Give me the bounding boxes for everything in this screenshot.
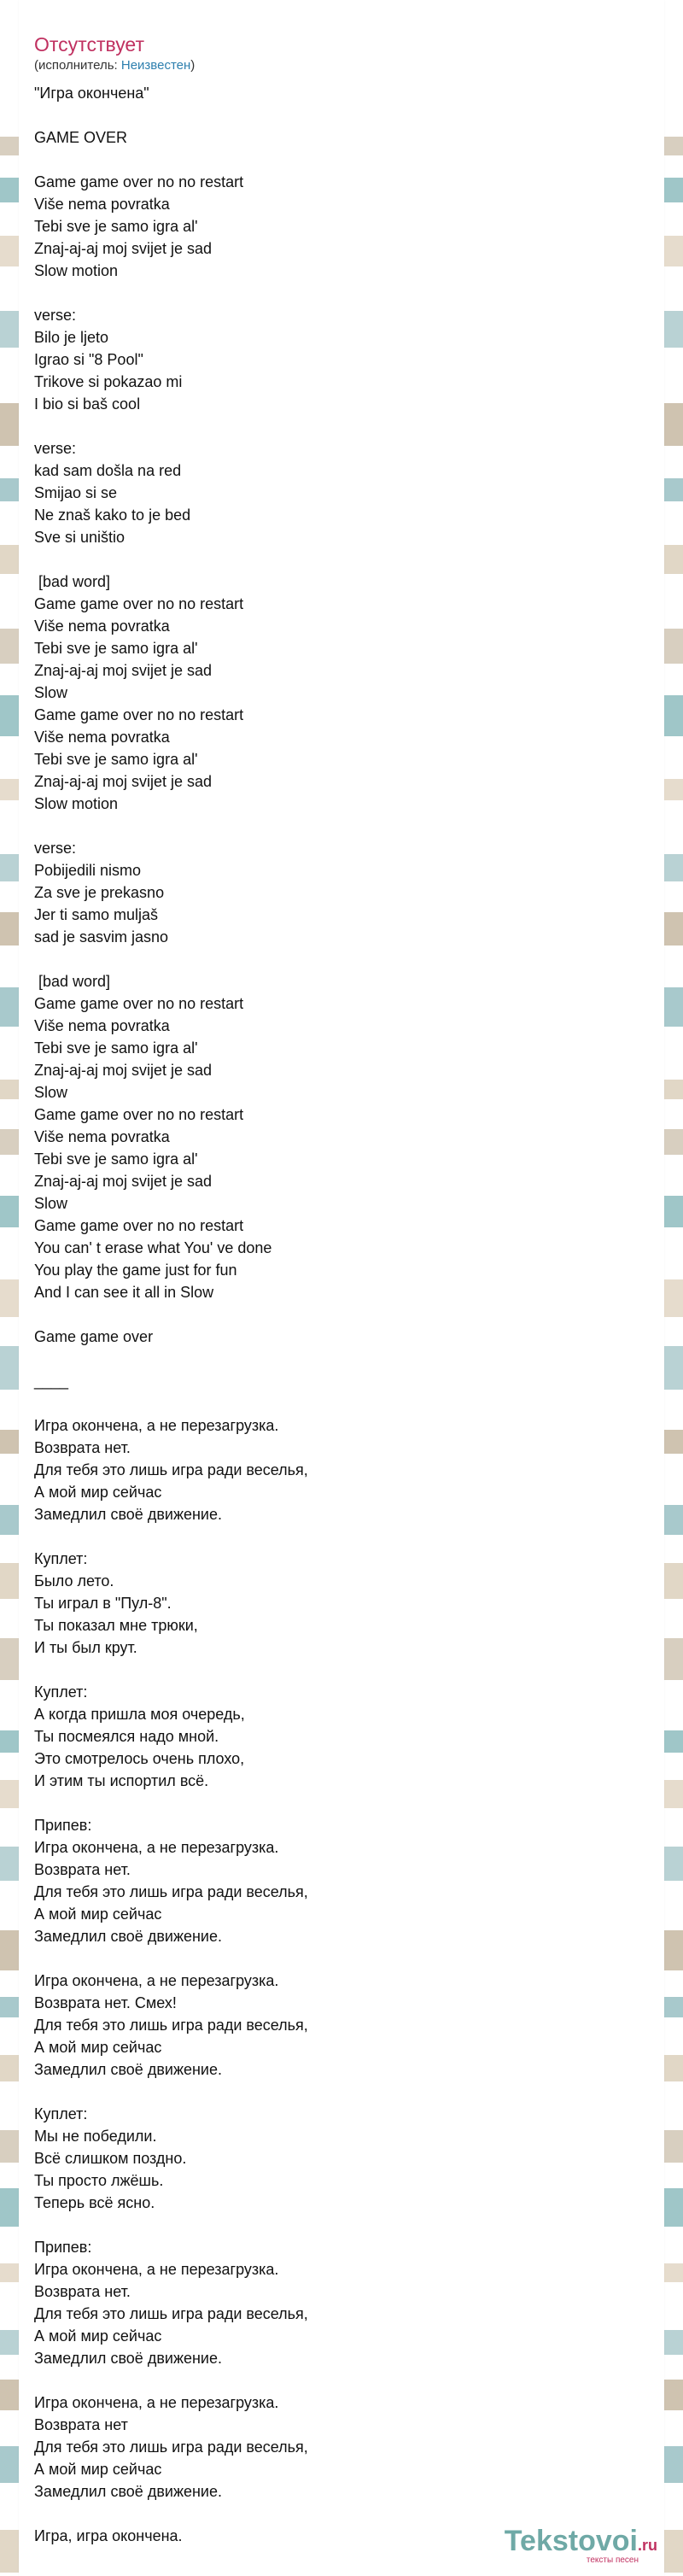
lyric-line: Всё слишком поздно. (34, 2150, 187, 2167)
lyric-line (34, 2214, 632, 2236)
lyric-line (34, 2503, 632, 2525)
lyric-line: Game game over no no restart (34, 706, 244, 723)
lyric-line: verse: (34, 440, 77, 457)
lyric-line: И ты был крут. (34, 1639, 137, 1656)
lyric-line: Znaj-aj-aj moj svijet je sad (34, 662, 213, 679)
lyric-line: Замедлил своё движение. (34, 1928, 222, 1945)
lyric-line: GAME OVER (34, 129, 128, 146)
lyric-line (34, 1659, 632, 1681)
lyric-line (34, 948, 632, 970)
lyric-line: Više nema povratka (34, 618, 170, 635)
lyric-line: Znaj-aj-aj moj svijet je sad (34, 240, 213, 257)
lyric-line: Куплет: (34, 1683, 88, 1701)
lyric-line: А мой мир сейчас (34, 2327, 162, 2345)
lyric-line: Više nema povratka (34, 196, 170, 213)
lyric-line: Игра, игра окончена. (34, 2527, 183, 2544)
lyric-line: Игра окончена, а не перезагрузка. (34, 2394, 279, 2411)
lyric-line: Припев: (34, 1817, 92, 1834)
lyric-line (34, 415, 632, 437)
lyric-line: You play the game just for fun (34, 1262, 237, 1279)
lyric-line: Возврата нет. (34, 1861, 131, 1878)
lyric-line: Više nema povratka (34, 729, 170, 746)
lyric-line (34, 1348, 632, 1370)
lyric-line: Игра окончена, а не перезагрузка. (34, 1972, 279, 1989)
lyric-line: Game game over no no restart (34, 1217, 244, 1234)
lyric-line: Ты показал мне трюки, (34, 1617, 198, 1634)
lyric-line: А мой мир сейчас (34, 1484, 162, 1501)
lyric-line: Это смотрелось очень плохо, (34, 1750, 245, 1767)
lyric-line: Было лето. (34, 1572, 114, 1590)
lyric-line: А когда пришла моя очередь, (34, 1706, 245, 1723)
lyric-line: Više nema povratka (34, 1017, 170, 1034)
lyric-line (34, 2369, 632, 2392)
lyric-line: Замедлил своё движение. (34, 2061, 222, 2078)
lyric-line: Pobijedili nismo (34, 862, 142, 879)
lyric-line: [bad word] (34, 973, 111, 990)
lyric-line: Припев: (34, 2239, 92, 2256)
lyric-line: Znaj-aj-aj moj svijet je sad (34, 1062, 213, 1079)
logo-subtitle: тексты песен (586, 2556, 639, 2565)
lyric-line: sad je sasvim jasno (34, 928, 169, 946)
lyric-line (34, 1947, 632, 1970)
lyric-line: Smijao si se (34, 484, 118, 501)
lyric-line: Возврата нет. (34, 1439, 131, 1456)
lyric-line: Для тебя это лишь игра ради веселья, (34, 2017, 308, 2034)
lyric-line (34, 1392, 632, 1414)
site-logo[interactable] (505, 2526, 657, 2566)
lyric-line: А мой мир сейчас (34, 2039, 162, 2056)
song-title: Отсутствует (34, 33, 144, 56)
lyric-line (34, 1303, 632, 1326)
lyric-line: Возврата нет. (34, 2283, 131, 2300)
lyric-line: Для тебя это лишь игра ради веселья, (34, 2438, 308, 2456)
lyric-line (34, 815, 632, 837)
lyric-line: Tebi sve je samo igra al' (34, 218, 198, 235)
lyric-line: Jer ti samo muljaš (34, 906, 159, 923)
lyric-line: verse: (34, 840, 77, 857)
lyric-line: Игра окончена, а не перезагрузка. (34, 1839, 279, 1856)
lyric-line: Замедлил своё движение. (34, 2483, 222, 2500)
lyric-line: Game game over no no restart (34, 595, 244, 612)
lyric-line (34, 149, 632, 171)
lyric-line: kad sam došla na red (34, 462, 182, 479)
lyric-line: Tebi sve je samo igra al' (34, 1039, 198, 1057)
lyric-line: Ты просто лжёшь. (34, 2172, 164, 2189)
lyric-line (34, 548, 632, 571)
lyric-line: Замедлил своё движение. (34, 2350, 222, 2367)
lyric-line: И этим ты испортил всё. (34, 1772, 209, 1789)
lyric-line: Slow motion (34, 795, 119, 812)
lyric-line: Мы не победили. (34, 2128, 157, 2145)
lyric-line (34, 104, 632, 126)
lyric-line: Znaj-aj-aj moj svijet je sad (34, 1173, 213, 1190)
logo-main: Tekstovoi (504, 2525, 638, 2557)
lyric-line: Ты посмеялся надо мной. (34, 1728, 219, 1745)
lyric-line: Замедлил своё движение. (34, 1506, 222, 1523)
lyric-line: Ne znaš kako to je bed (34, 506, 191, 524)
page-content (34, 32, 632, 2547)
lyric-line: And I can see it all in Slow (34, 1284, 214, 1301)
lyric-line: [bad word] (34, 573, 111, 590)
lyric-line: Tebi sve je samo igra al' (34, 640, 198, 657)
lyric-line: Для тебя это лишь игра ради веселья, (34, 1883, 308, 1900)
lyric-line: Игра окончена, а не перезагрузка. (34, 2261, 279, 2278)
lyric-line (34, 1792, 632, 1814)
lyric-line: Slow (34, 1084, 68, 1101)
lyric-line: Для тебя это лишь игра ради веселья, (34, 2305, 308, 2322)
lyrics-text (34, 82, 632, 2547)
lyric-line: Slow motion (34, 262, 119, 279)
lyric-line: А мой мир сейчас (34, 2461, 162, 2478)
lyric-line (34, 2081, 632, 2103)
lyric-line: I bio si baš cool (34, 395, 141, 413)
lyric-line: ____ (34, 1373, 69, 1390)
lyric-line: А мой мир сейчас (34, 1906, 162, 1923)
lyric-line: Game game over (34, 1328, 154, 1345)
lyric-line: Sve si uništio (34, 529, 126, 546)
lyric-line (34, 282, 632, 304)
lyric-line: Game game over no no restart (34, 173, 244, 190)
logo-tld: .ru (637, 2537, 657, 2554)
lyric-line: "Игра окончена" (34, 85, 149, 102)
lyric-line: Trikove si pokazao mi (34, 373, 183, 390)
lyric-line (34, 1525, 632, 1548)
lyric-line: You can' t erase what You' ve done (34, 1239, 272, 1256)
lyric-line: Slow (34, 1195, 68, 1212)
lyric-line: verse: (34, 307, 77, 324)
lyric-line: Tebi sve je samo igra al' (34, 751, 198, 768)
lyric-line: Теперь всё ясно. (34, 2194, 155, 2211)
artist-link[interactable]: Неизвестен (120, 58, 191, 73)
lyric-line: Возврата нет (34, 2416, 128, 2433)
lyric-line: Game game over no no restart (34, 995, 244, 1012)
artist-line (34, 56, 632, 75)
artist-prefix: (исполнитель: (34, 58, 121, 73)
lyric-line: Znaj-aj-aj moj svijet je sad (34, 773, 213, 790)
lyric-line: Игра окончена, а не перезагрузка. (34, 1417, 279, 1434)
lyric-line: Для тебя это лишь игра ради веселья, (34, 1461, 308, 1478)
lyric-line: Za sve je prekasno (34, 884, 165, 901)
lyric-line: Tebi sve je samo igra al' (34, 1150, 198, 1168)
lyric-line: Куплет: (34, 2105, 88, 2122)
artist-suffix: ) (190, 58, 196, 73)
lyric-line: Više nema povratka (34, 1128, 170, 1145)
lyric-line: Возврата нет. Смех! (34, 1994, 177, 2011)
lyric-line: Ты играл в "Пул-8". (34, 1595, 172, 1612)
lyric-line: Game game over no no restart (34, 1106, 244, 1123)
lyric-line: Куплет: (34, 1550, 88, 1567)
lyric-line: Igrao si "8 Pool" (34, 351, 143, 368)
lyric-line: Slow (34, 684, 68, 701)
lyric-line: Bilo je ljeto (34, 329, 109, 346)
